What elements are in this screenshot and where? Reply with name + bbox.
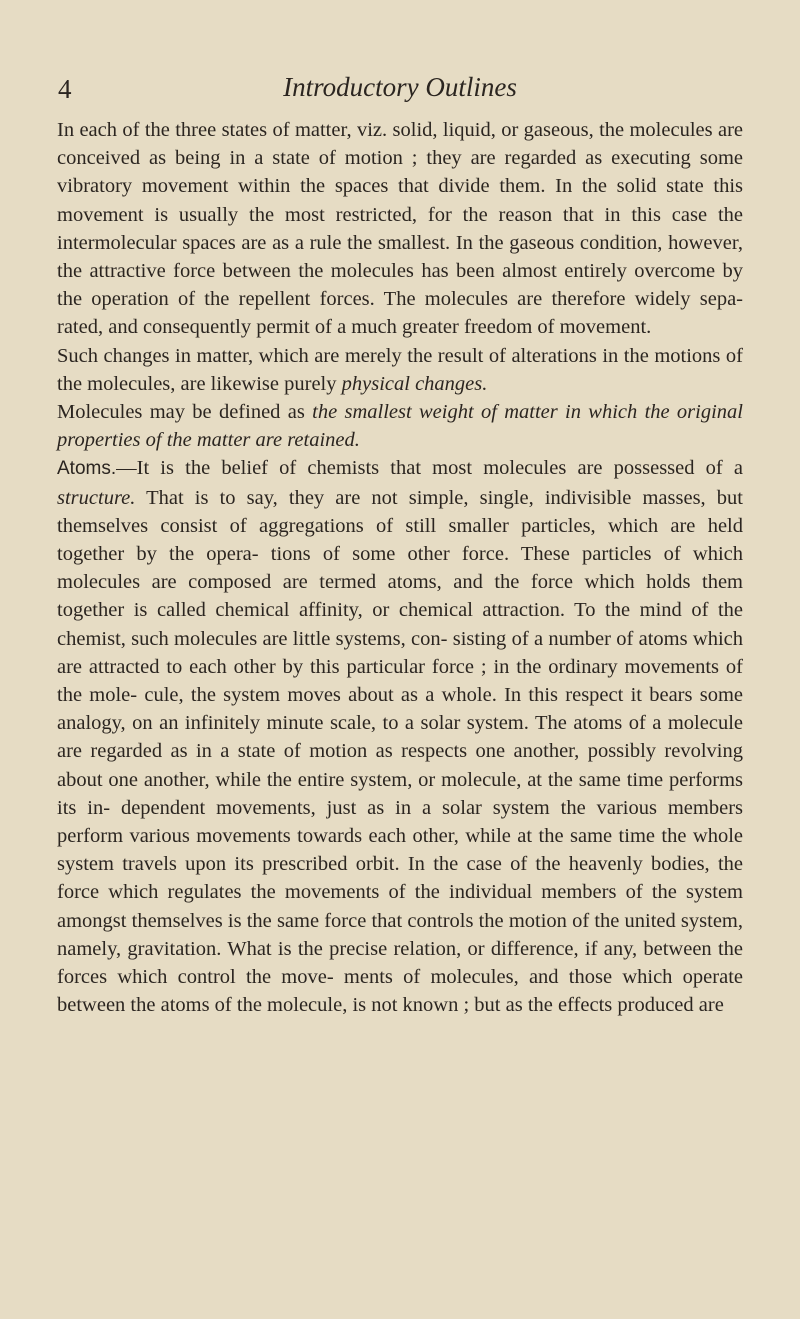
italic-definition: the smallest weight of matter in which the original properties of the matter are retained. <box>57 401 743 452</box>
paragraph-atoms <box>57 454 743 1019</box>
body-text <box>57 116 743 1020</box>
paragraph-molecule-definition <box>57 398 743 454</box>
text-span: —It is the belief of chemists that most molecules are possessed of a <box>116 457 743 480</box>
italic-term: structure. <box>57 486 136 509</box>
section-heading-atoms: Atoms. <box>57 458 117 480</box>
running-title: Introductory Outlines <box>283 72 517 102</box>
text-span: Such changes in matter, which are merely the result of alterations in the motions of the molecules, are likewise purely <box>57 344 743 395</box>
page-header <box>0 70 800 114</box>
italic-term: physical changes. <box>341 372 488 395</box>
paragraph-states-of-matter: In each of the three states of matter, viz. solid, liquid, or gaseous, the molecules are conceived as being in a state of motion ; they are regarded as executing some vibratory movement within the spaces that divide them. In the solid state this movement is usually the most restricted, for the reason that in this case the intermolecular spaces are as a rule the smallest. In the gaseous condition, however, the attractive force between the molecules has been almost entirely overcome by the operation of the repellent forces. The molecules are therefore widely sepa- rated, and consequently permit of a much greater freedom of movement. <box>57 119 743 339</box>
text-span: That is to say, they are not simple, single, indivisible masses, but themselves consist of aggregations of still smaller particles, which are held together by the opera- tions of some other force. These particles of which molecules are composed are termed atoms, and the force which holds them together is called chemical affinity, or chemical attraction. To the mind of the chemist, such molecules are little systems, con- sisting of a number of atoms which are attracted to each other by this particular force ; in the ordinary movements of the mole- cule, the system moves about as a whole. In this respect it bears some analogy, on an infinitely minute scale, to a solar system. The atoms of a molecule are regarded as in a state of motion as respects one another, possibly revolving about one another, while the entire system, or molecule, at the same time performs its in- dependent movements, just as in a solar system the various members perform various movements towards each other, while at the same time the whole system travels upon its prescribed orbit. In the case of the heavenly bodies, the force which regulates the movements of the individual members of the system amongst themselves is the same force that controls the motion of the united system, namely, gravitation. What is the precise relation, or difference, if any, between the forces which control the move- ments of molecules, and those which operate between the atoms of the molecule, is not known ; but as the effects produced are <box>57 486 743 1017</box>
text-span: Molecules may be defined as <box>57 401 313 424</box>
page-number: 4 <box>58 74 72 104</box>
paragraph-physical-changes <box>57 342 743 398</box>
